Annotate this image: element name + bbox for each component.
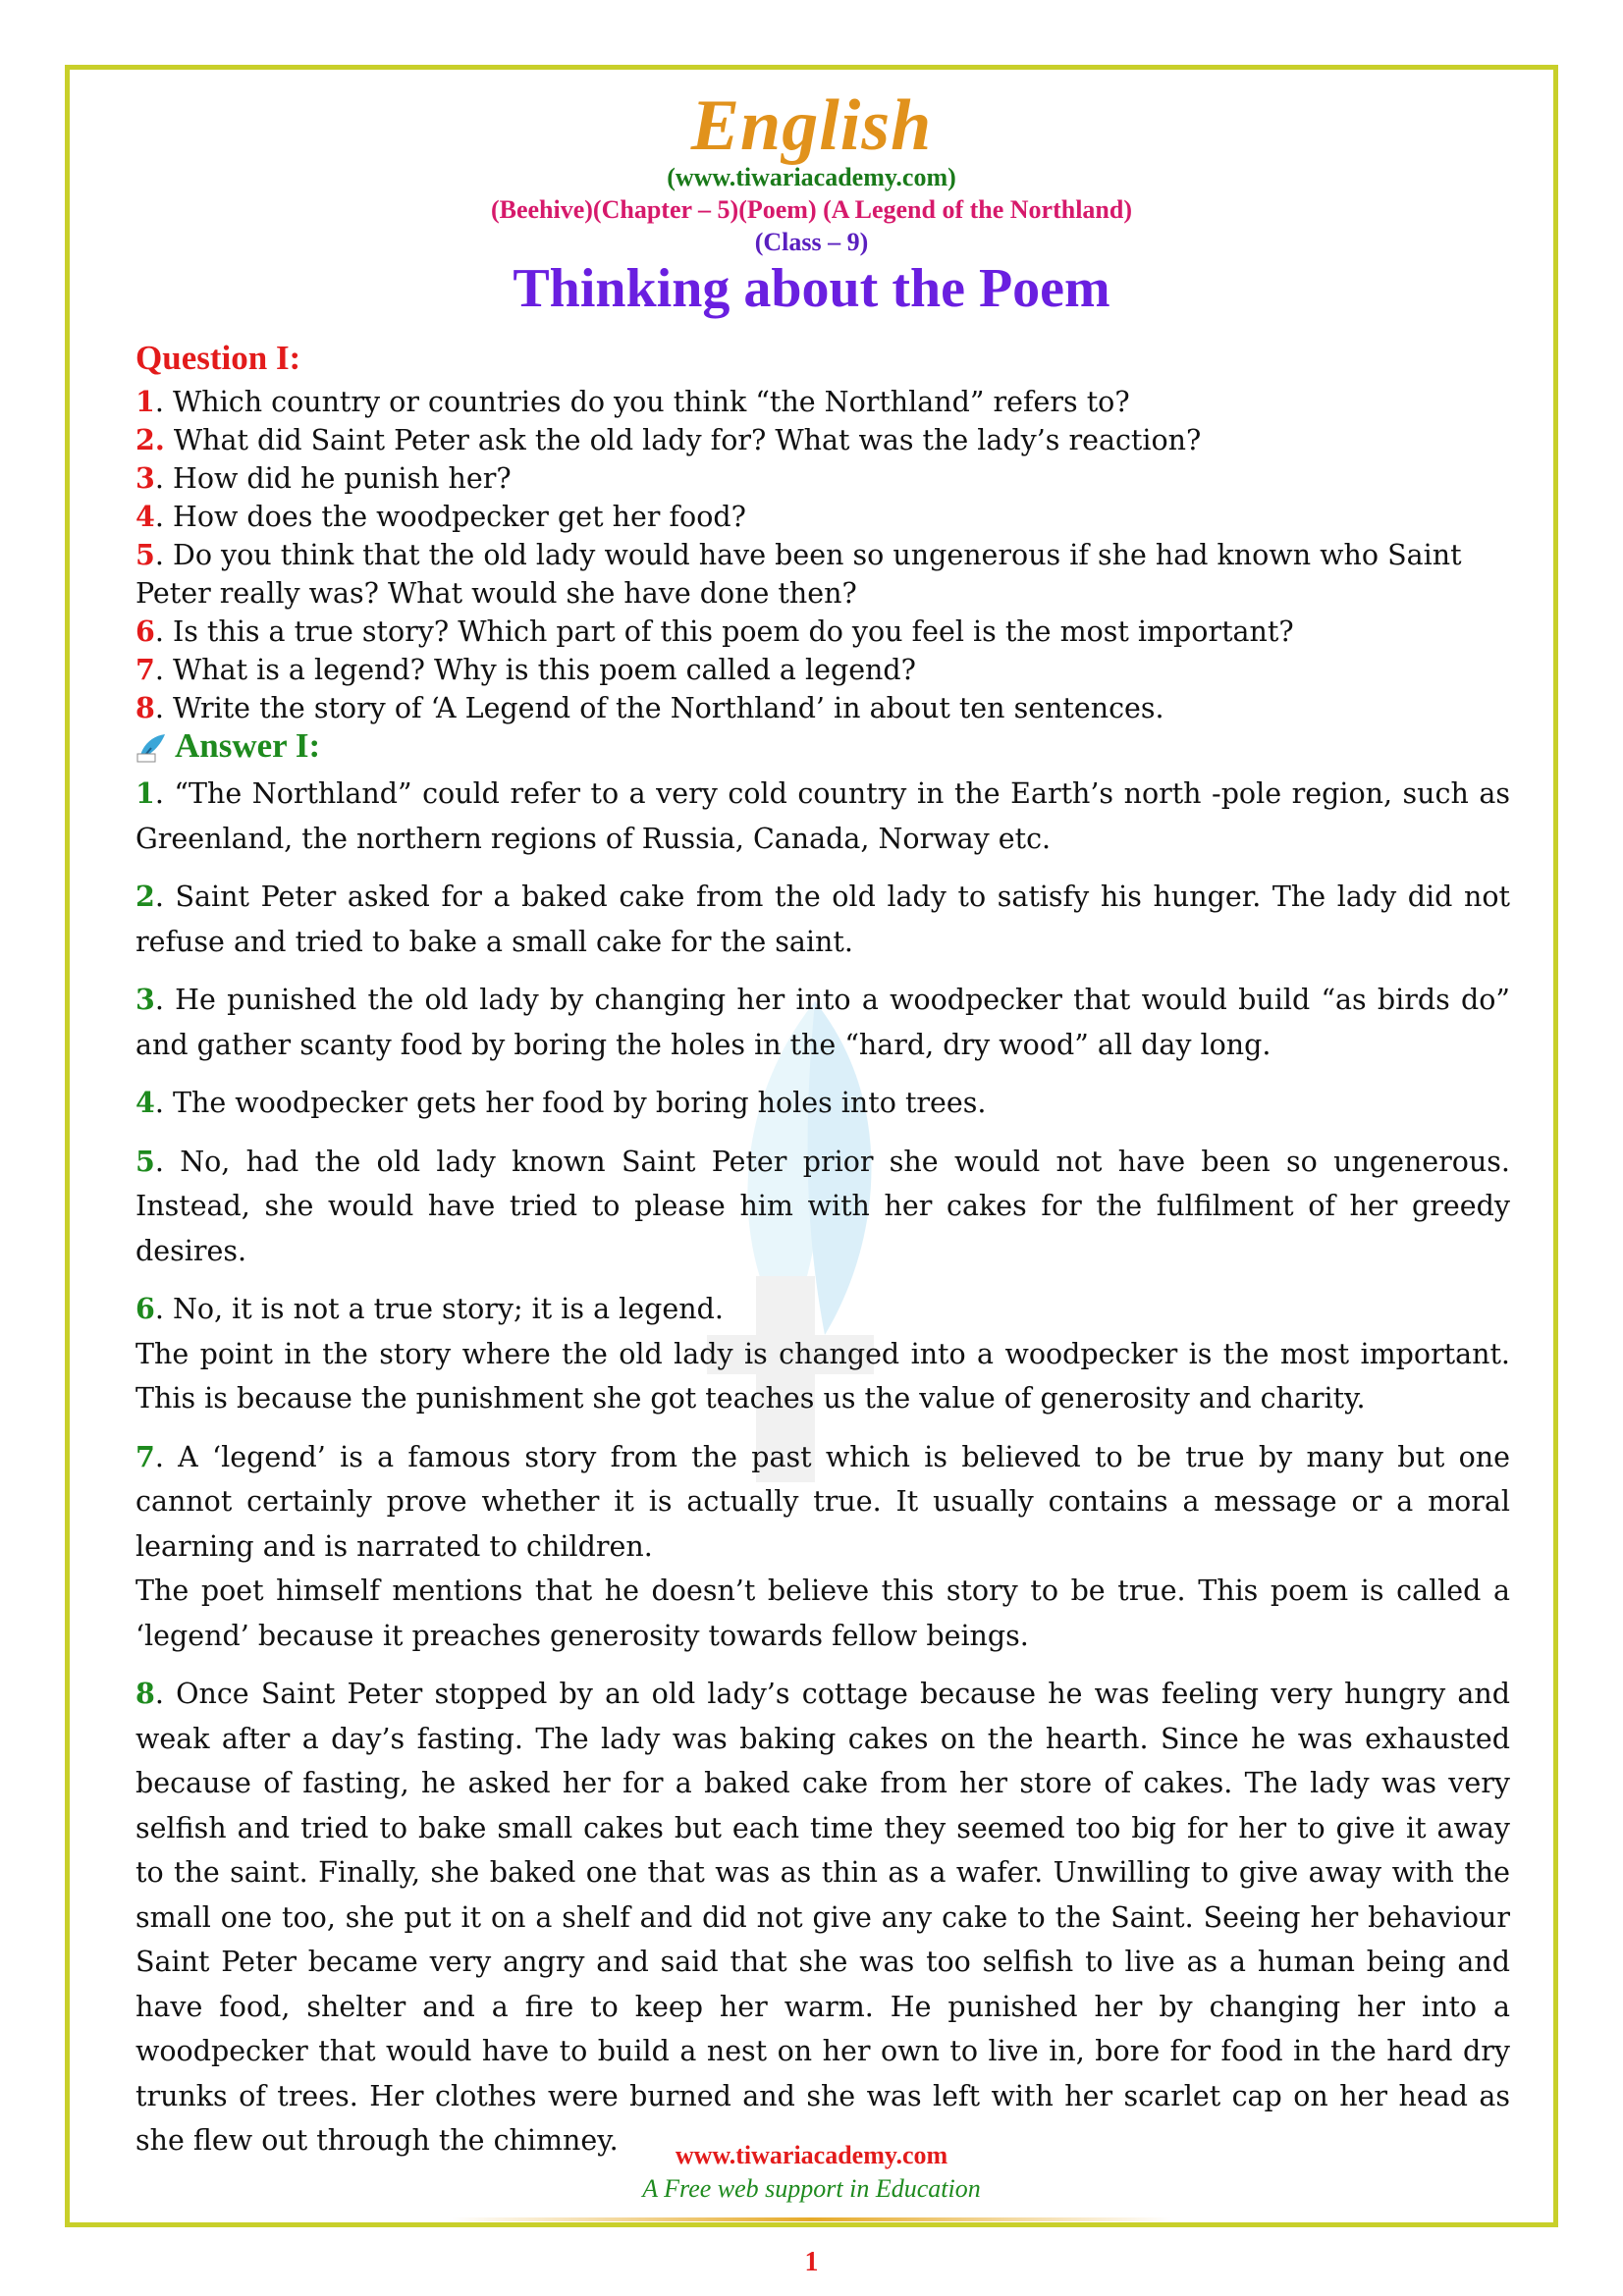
question-number: 4 bbox=[135, 500, 155, 533]
question-item bbox=[135, 613, 1510, 651]
question-item bbox=[135, 651, 1510, 689]
question-number: 8 bbox=[135, 691, 155, 724]
page-number: 1 bbox=[804, 2247, 819, 2277]
question-number: 7 bbox=[135, 653, 155, 686]
footer-divider bbox=[452, 2217, 1171, 2221]
question-item bbox=[135, 459, 1510, 498]
footer-tagline: A Free web support in Education bbox=[642, 2174, 981, 2203]
question-item bbox=[135, 536, 1510, 613]
answer-text: . Once Saint Peter stopped by an old lady’s cottage because he was feeling very hungry and weak after a day’s fasting. The lady was baking cakes on the hearth. Since he was exhausted because of fasting, he asked her for a baked cake from her store of cakes. The lady was very selfish and tried to bake small cakes but each time they seemed too big for her to give it away to the saint. Finally, she baked one that was as thin as a wafer. Unwilling to give away with the small one too, she put it on a shelf and did not give any cake to the Saint. Seeing her behaviour Saint Peter became very angry and said that she was too selfish to live as a human being and have food, shelter and a fire to keep her warm. He punished her by changing her into a woodpecker that would have to build a nest on her own to live in, bore for food in the hard dry trunks of trees. Her clothes were burned and she was left with her scarlet cap on her head as she flew out through the chimney. bbox=[135, 1678, 1510, 2157]
question-heading: Question I: bbox=[135, 339, 301, 377]
answer-number: 5 bbox=[135, 1144, 155, 1178]
answer-text: . Saint Peter asked for a baked cake from the old lady to satisfy his hunger. The lady did not refuse and tried to bake a small cake for the saint. bbox=[135, 881, 1510, 958]
question-item bbox=[135, 689, 1510, 727]
question-text: . Do you think that the old lady would have been so ungenerous if she had known who Saint Peter really was? What would she have done then? bbox=[135, 539, 1462, 610]
answer-number: 4 bbox=[135, 1086, 155, 1119]
question-list bbox=[135, 383, 1510, 727]
answer-number: 6 bbox=[135, 1292, 155, 1325]
answer-item bbox=[135, 978, 1510, 1067]
answer-number: 2 bbox=[135, 880, 155, 913]
answer-extra-text: The point in the story where the old lady is changed into a woodpecker is the most important. This is because the punishment she got teaches us the value of generosity and charity. bbox=[135, 1337, 1510, 1415]
answer-item bbox=[135, 875, 1510, 964]
subject-title: English bbox=[690, 85, 933, 166]
answer-text: . He punished the old lady by changing her into a woodpecker that would build “as birds do” and gather scanty food by boring the holes in the “hard, dry wood” all day long. bbox=[135, 984, 1510, 1061]
question-item bbox=[135, 421, 1510, 459]
answer-list bbox=[135, 772, 1510, 2177]
question-item bbox=[135, 383, 1510, 421]
answer-number: 3 bbox=[135, 983, 155, 1016]
chapter-info: (Beehive)(Chapter – 5)(Poem) (A Legend of the Northland) bbox=[490, 195, 1133, 224]
question-text: . Is this a true story? Which part of this poem do you feel is the most important? bbox=[154, 615, 1294, 648]
question-number: 1 bbox=[135, 385, 155, 418]
question-text: . Write the story of ‘A Legend of the Northland’ in about ten sentences. bbox=[154, 692, 1164, 724]
answer-item bbox=[135, 1081, 1510, 1126]
answer-text: . “The Northland” could refer to a very cold country in the Earth’s north -pole region, such as Greenland, the northern regions of Russia, Canada, Norway etc. bbox=[135, 777, 1510, 855]
answer-extra-text: The poet himself mentions that he doesn’t believe this story to be true. This poem is called a ‘legend’ because it preaches generosity towards fellow beings. bbox=[135, 1575, 1510, 1652]
answer-number: 8 bbox=[135, 1677, 155, 1710]
question-number: 2. bbox=[135, 423, 165, 456]
answer-text: . No, had the old lady known Saint Peter prior she would not have been so ungenerous. Instead, she would have tried to please him with her cakes for the fulfilment of her greedy desires. bbox=[135, 1145, 1510, 1267]
answer-text: . The woodpecker gets her food by boring holes into trees. bbox=[154, 1087, 987, 1119]
question-text: . How did he punish her? bbox=[154, 462, 512, 495]
pen-nib-icon bbox=[135, 730, 169, 764]
answer-number: 1 bbox=[135, 776, 155, 810]
answer-text: . No, it is not a true story; it is a legend. bbox=[154, 1293, 724, 1325]
question-text: . What is a legend? Why is this poem called a legend? bbox=[154, 654, 916, 686]
answer-number: 7 bbox=[135, 1439, 155, 1473]
footer-site-link[interactable]: www.tiwariacademy.com bbox=[675, 2141, 948, 2169]
answer-item bbox=[135, 1287, 1510, 1421]
answer-item bbox=[135, 1435, 1510, 1659]
page-title: Thinking about the Poem bbox=[513, 258, 1110, 319]
question-text: . How does the woodpecker get her food? bbox=[154, 501, 746, 533]
question-text: What did Saint Peter ask the old lady for? What was the lady’s reaction? bbox=[164, 424, 1202, 456]
question-number: 3 bbox=[135, 461, 155, 495]
class-info: (Class – 9) bbox=[754, 228, 869, 256]
answer-heading: Answer I: bbox=[175, 726, 321, 765]
question-number: 6 bbox=[135, 614, 155, 648]
question-number: 5 bbox=[135, 538, 155, 571]
question-item bbox=[135, 498, 1510, 536]
answer-item bbox=[135, 772, 1510, 861]
answer-item bbox=[135, 1140, 1510, 1274]
site-link[interactable]: (www.tiwariacademy.com) bbox=[667, 163, 956, 191]
answer-item bbox=[135, 1672, 1510, 2163]
answer-text: . A ‘legend’ is a famous story from the past which is believed to be true by many but one cannot certainly prove whether it is actually true. It usually contains a message or a moral learning and is narrated to children. bbox=[135, 1440, 1510, 1563]
question-text: . Which country or countries do you think “the Northland” refers to? bbox=[154, 386, 1130, 418]
